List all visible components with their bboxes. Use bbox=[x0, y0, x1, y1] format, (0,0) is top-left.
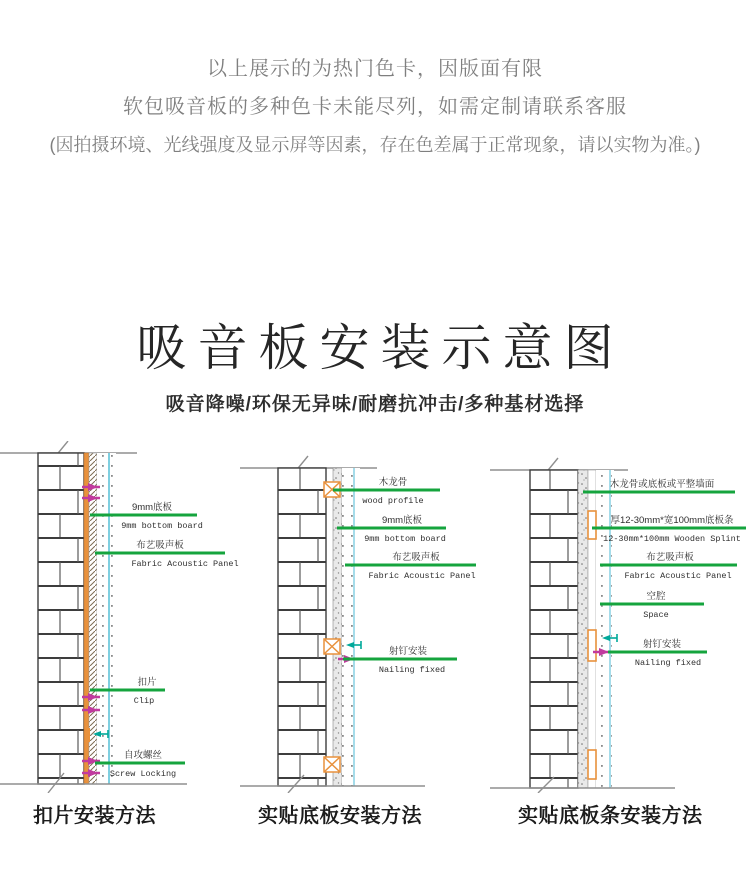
label-en: Nailing fixed bbox=[378, 665, 446, 675]
label-zh: 9mm底板 bbox=[131, 502, 173, 513]
label-en: Space bbox=[643, 610, 669, 620]
fabric-panel-layer bbox=[342, 468, 360, 786]
board-install-diagram bbox=[240, 441, 485, 793]
wood-profile-marker bbox=[324, 639, 340, 654]
diagram-caption-board: 实贴底板安装方法 bbox=[258, 805, 422, 827]
label-en: Screw Locking bbox=[109, 769, 177, 779]
notice-line-2: 软包吸音板的多种色卡未能尽列，如需定制请联系客服 bbox=[123, 96, 627, 118]
brick-wall bbox=[278, 468, 326, 786]
diagram-caption-clip: 扣片安装方法 bbox=[33, 805, 156, 827]
label-en: Fabric Acoustic Panel bbox=[131, 559, 239, 569]
diagram-caption-batten: 实贴底板条安装方法 bbox=[518, 805, 703, 827]
brick-wall bbox=[38, 453, 84, 784]
batten-strip bbox=[588, 470, 596, 788]
label-zh: 布艺吸声板 bbox=[136, 540, 184, 551]
label-zh: 扣片 bbox=[137, 677, 157, 688]
label-en: 12-30mm*100mm Wooden Splint bbox=[603, 534, 741, 544]
label-en: 9mm bottom board bbox=[121, 521, 203, 531]
clip-install-diagram bbox=[0, 441, 240, 793]
notice-line-1: 以上展示的为热门色卡，因版面有限 bbox=[207, 58, 543, 80]
label-zh: 射钉安装 bbox=[642, 639, 682, 650]
label-zh: 厚12-30mm*宽100mm底板条 bbox=[610, 515, 734, 526]
batten-install-diagram bbox=[490, 441, 750, 793]
label-zh: 射钉安装 bbox=[388, 646, 428, 657]
brick-wall bbox=[530, 470, 578, 788]
label-en: wood profile bbox=[362, 496, 424, 506]
label-zh: 空腔 bbox=[646, 591, 666, 602]
bottom-board-layer bbox=[333, 468, 342, 786]
batten-block bbox=[85, 728, 90, 742]
label-zh: 9mm底板 bbox=[381, 515, 423, 526]
label-en: Nailing fixed bbox=[634, 658, 702, 668]
label-zh: 木龙骨或底板或平整墙面 bbox=[609, 479, 715, 490]
color-card-notice bbox=[0, 50, 750, 164]
label-zh: 自攻螺丝 bbox=[123, 750, 163, 761]
label-zh: 布艺吸声板 bbox=[646, 552, 694, 563]
wood-profile-marker bbox=[324, 757, 340, 772]
label-zh: 木龙骨 bbox=[378, 477, 408, 488]
label-en: Fabric Acoustic Panel bbox=[368, 571, 476, 581]
label-zh: 布艺吸声板 bbox=[392, 552, 440, 563]
base-board-layer bbox=[578, 470, 588, 788]
label-en: 9mm bottom board bbox=[364, 534, 446, 544]
notice-line-3: (因拍摄环境、光线强度及显示屏等因素，存在色差属于正常现象，请以实物为准。) bbox=[49, 135, 701, 155]
label-en: Clip bbox=[133, 696, 155, 706]
label-en: Fabric Acoustic Panel bbox=[624, 571, 732, 581]
page-title: 吸音板安装示意图 bbox=[136, 320, 625, 376]
page-subtitle: 吸音降噪/环保无异味/耐磨抗冲击/多种基材选择 bbox=[165, 394, 585, 415]
